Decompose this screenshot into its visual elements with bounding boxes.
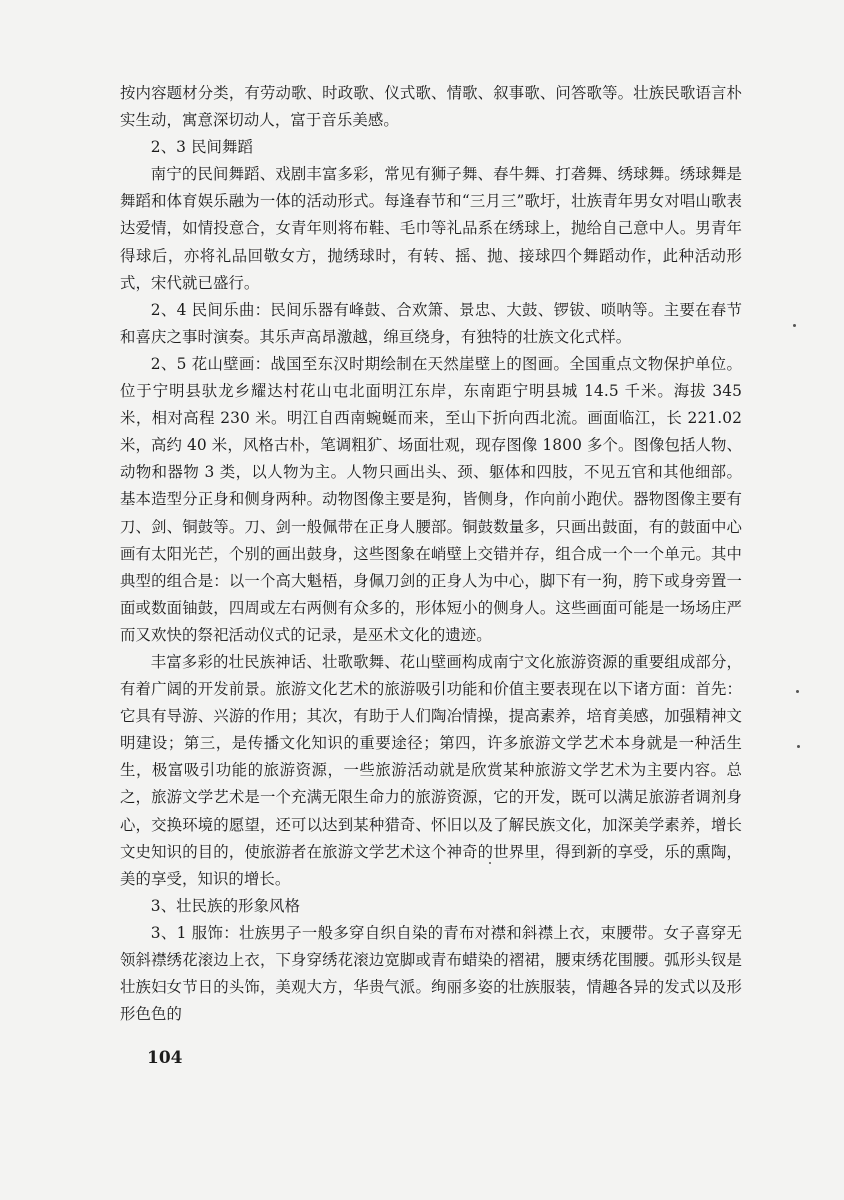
- paragraph-huashan-murals: 2、5 花山壁画：战国至东汉时期绘制在天然崖壁上的图画。全国重点文物保护单位。位于宁明县驮龙乡耀达村花山屯北面明江东岸，东南距宁明县城 14.5 千米。海拔 345 米，相对高程 230 米。明江自西南蜿蜒而来，至山下折向西北流。画面临江，长 221.02 米，高约 40 米，风格古朴，笔调粗犷、场面壮观，现存图像 1800 多个。图像包括人物、动物和器物 3 类，以人物为主。人物只画出头、颈、躯体和四肢，不见五官和其他细部。基本造型分正身和侧身两种。动物图像主要是狗，皆侧身，作向前小跑伏。器物图像主要有刀、剑、铜鼓等。刀、剑一般佩带在正身人腰部。铜鼓数量多，只画出鼓面，有的鼓面中心画有太阳光芒，个别的画出鼓身，这些图象在峭壁上交错并存，组合成一个一个单元。其中典型的组合是：以一个高大魁梧，身佩刀剑的正身人为中心，脚下有一狗，胯下或身旁置一面或数面铀鼓，四周或左右两侧有众多的，形体短小的侧身人。这些画面可能是一场场庄严而又欢快的祭祀活动仪式的记录，是巫术文化的遗迹。: [120, 354, 742, 644]
- heading-zhuang-style: 3、壮民族的形象风格: [150, 896, 301, 915]
- paragraph-folk-song-continuation: 按内容题材分类，有劳动歌、时政歌、仪式歌、情歌、叙事歌、问答歌等。壮族民歌语言朴实生动，寓意深切动人，富于音乐美感。: [120, 84, 742, 130]
- body-text: [120, 80, 742, 1028]
- scan-speck: [797, 745, 800, 748]
- paragraph-folk-dance: 南宁的民间舞蹈、戏剧丰富多彩，常见有狮子舞、春牛舞、打砻舞、绣球舞。绣球舞是舞蹈和体育娱乐融为一体的活动形式。每逢春节和“三月三”歌圩，壮族青年男女对唱山歌表达爱情，如情投意合，女青年则将布鞋、毛巾等礼品系在绣球上，抛给自己意中人。男青年得球后，亦将礼品回敬女方，抛绣球时，有转、摇、抛、接球四个舞蹈动作，此种活动形式，宋代就已盛行。: [120, 165, 742, 292]
- scan-speck: [489, 862, 491, 864]
- heading-folk-dance: 2、3 民间舞蹈: [150, 138, 254, 157]
- paragraph-tourism-value: 丰富多彩的壮民族神话、壮歌歌舞、花山壁画构成南宁文化旅游资源的重要组成部分，有着广阔的开发前景。旅游文化艺术的旅游吸引功能和价值主要表现在以下诸方面：首先：它具有导游、兴游的作用；其次，有助于人们陶冶情操，提高素养，培育美感，加强精神文明建设；第三，是传播文化知识的重要途径；第四，许多旅游文学艺术本身就是一种活生生，极富吸引功能的旅游资源，一些旅游活动就是欣赏某种旅游文学艺术为主要内容。总之，旅游文学艺术是一个充满无限生命力的旅游资源，它的开发，既可以满足旅游者调剂身心，交换环境的愿望，还可以达到某种猎奇、怀旧以及了解民族文化，加深美学素养，增长文史知识的目的，使旅游者在旅游文学艺术这个神奇的世界里，得到新的享受，乐的熏陶，美的享受，知识的增长。: [120, 652, 742, 888]
- scan-speck: [796, 690, 799, 693]
- paragraph-costume: 3、1 服饰：壮族男子一般多穿自织自染的青布对襟和斜襟上衣，束腰带。女子喜穿无领斜襟绣花滚边上衣，下身穿绣花滚边宽脚或青布蜡染的褶裙，腰束绣花围腰。弧形头钗是壮族妇女节日的头饰，美观大方，华贵气派。绚丽多姿的壮族服装，情趣各异的发式以及形形色色的: [120, 923, 742, 1024]
- paragraph-folk-music: 2、4 民间乐曲：民间乐器有峰鼓、合欢箫、景忠、大鼓、锣钹、唢呐等。主要在春节和喜庆之事时演奏。其乐声高昂激越，绵亘绕身，有独特的壮族文化式样。: [120, 300, 742, 346]
- scan-speck: [793, 324, 796, 327]
- page-number: 104: [147, 1048, 183, 1068]
